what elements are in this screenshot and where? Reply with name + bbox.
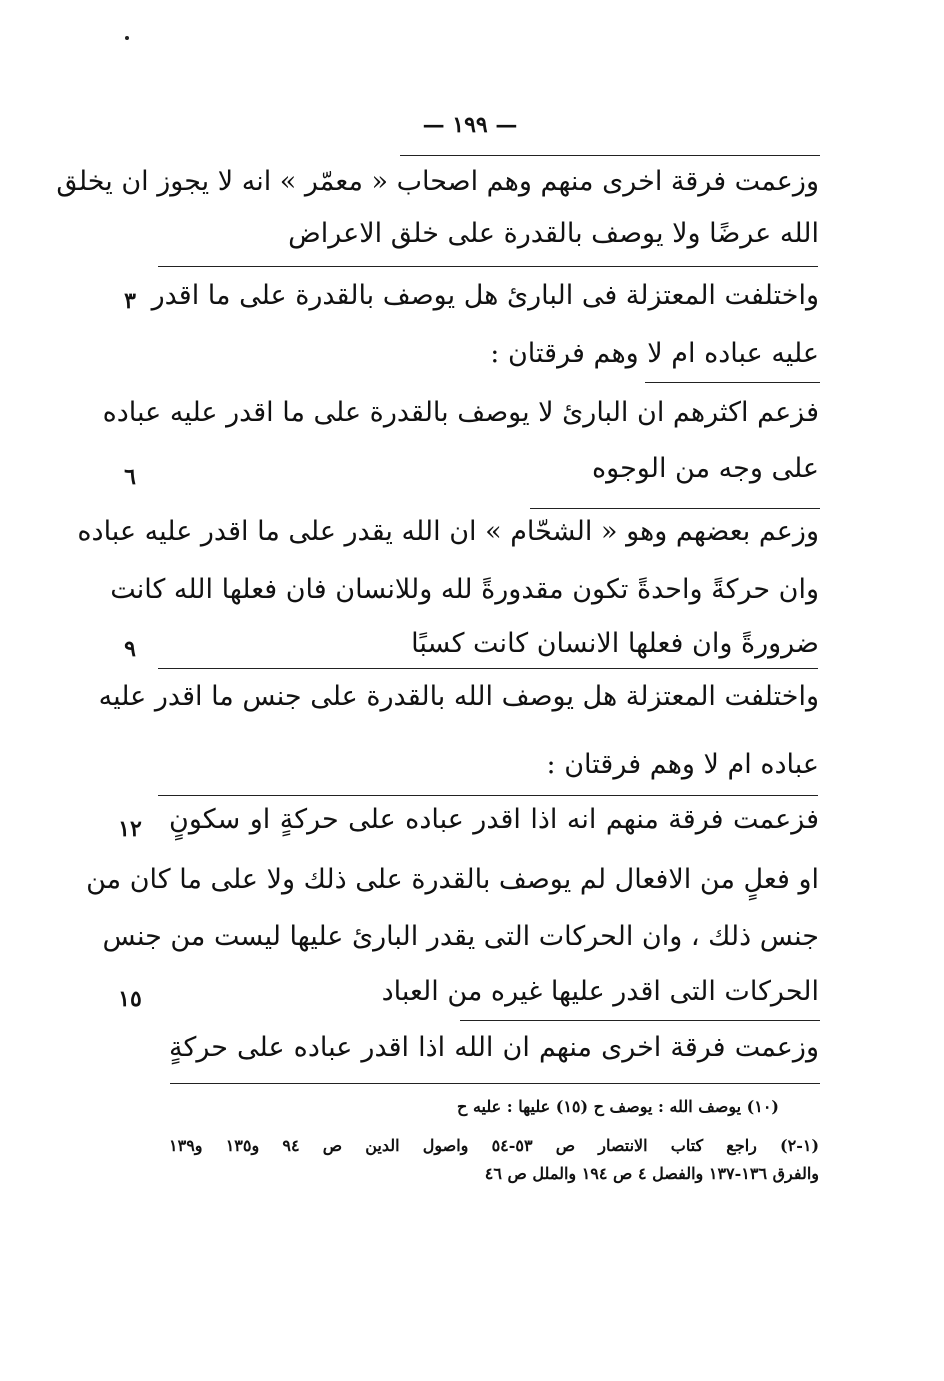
footnote: (١٠) يوصف الله : يوصف ح (١٥) عليها : عليه ح <box>457 1097 779 1116</box>
line-number: ٩ <box>124 636 136 662</box>
text-line: او فعلٍ من الافعال لم يوصف بالقدرة على ذلك ولا على ما كان من <box>86 864 819 895</box>
text-line: على وجه من الوجوه <box>592 453 819 484</box>
line-number: ٣ <box>124 288 136 314</box>
text-line: واختلفت المعتزلة هل يوصف الله بالقدرة على جنس ما اقدر عليه <box>98 681 819 712</box>
text-line: الله عرضًا ولا يوصف بالقدرة على خلق الاعراض <box>288 218 819 249</box>
page-number: — ١٩٩ — <box>422 112 518 138</box>
text-line: ضرورةً وان فعلها الانسان كانت كسبًا <box>411 628 819 659</box>
text-line: واختلفت المعتزلة فى البارئ هل يوصف بالقدرة على ما اقدر <box>151 280 819 311</box>
footnote: والفرق ١٣٦-١٣٧ والفصل ٤ ص ١٩٤ والملل ص ٤٦ <box>484 1164 819 1183</box>
text-line: وان حركةً واحدةً تكون مقدورةً لله وللانسان فان فعلها الله كانت <box>110 574 819 605</box>
text-line: عليه عباده ام لا وهم فرقتان : <box>490 338 819 369</box>
footnote: (١-٢) راجع كتاب الانتصار ص ٥٣-٥٤ واصول الدين ص ٩٤ و١٣٥ و١٣٩ <box>169 1136 820 1155</box>
text-line: الحركات التى اقدر عليها غيره من العباد <box>381 976 819 1007</box>
text-line: فزعمت فرقة منهم انه اذا اقدر عباده على حركةٍ او سكونٍ <box>169 804 819 835</box>
line-number: ١٢ <box>118 816 142 842</box>
rule-para-7 <box>460 1020 820 1021</box>
text-line: جنس ذلك ، وان الحركات التى يقدر البارئ عليها ليست من جنس <box>102 921 819 952</box>
text-line: وزعم بعضهم وهو « الشحّام » ان الله يقدر على ما اقدر عليه عباده <box>77 516 819 547</box>
rule-top <box>400 155 820 156</box>
rule-para-6 <box>158 795 818 796</box>
rule-para-2 <box>158 266 818 267</box>
rule-para-3 <box>645 382 820 383</box>
line-number: ١٥ <box>118 986 142 1012</box>
line-number: ٦ <box>124 464 136 490</box>
text-line: وزعمت فرقة اخرى منهم وهم اصحاب « معمّر » انه لا يجوز ان يخلق <box>56 166 819 197</box>
rule-para-4 <box>530 508 820 509</box>
text-line: وزعمت فرقة اخرى منهم ان الله اذا اقدر عباده على حركةٍ <box>169 1032 819 1063</box>
rule-para-5 <box>158 668 818 669</box>
rule-footnotes <box>170 1083 820 1084</box>
ink-speck <box>125 36 129 40</box>
text-line: فزعم اكثرهم ان البارئ لا يوصف بالقدرة على ما اقدر عليه عباده <box>102 397 819 428</box>
text-line: عباده ام لا وهم فرقتان : <box>546 749 819 780</box>
